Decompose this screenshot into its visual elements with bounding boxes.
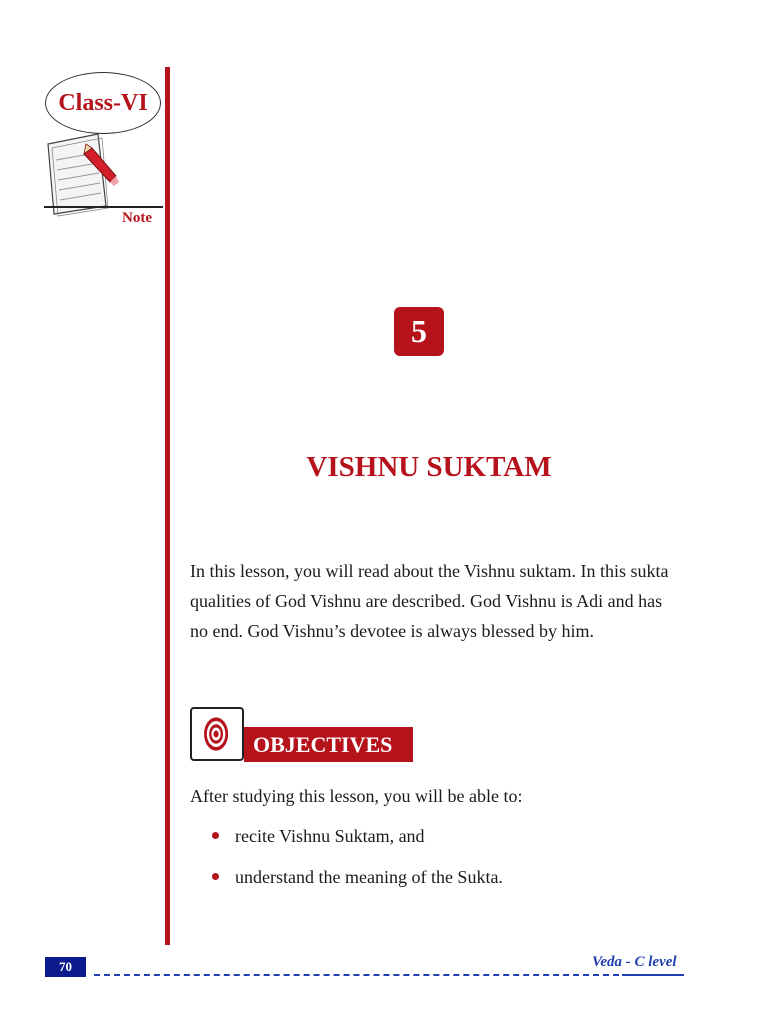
page-number: 70 — [45, 957, 86, 977]
list-item: recite Vishnu Suktam, and — [212, 824, 503, 848]
chapter-number: 5 — [394, 307, 444, 356]
lesson-title: VISHNU SUKTAM — [306, 451, 552, 483]
footer-title: Veda - C level — [592, 954, 677, 970]
objectives-heading-text: OBJECTIVES — [253, 731, 393, 757]
list-item: understand the meaning of the Sukta. — [212, 865, 503, 889]
objectives-heading — [244, 727, 413, 762]
target-icon — [190, 707, 244, 761]
footer-solid-rule — [622, 974, 684, 976]
note-divider — [44, 206, 163, 208]
class-badge — [45, 72, 161, 134]
intro-paragraph: In this lesson, you will read about the Vishnu suktam. In this sukta qualities of God Vishnu are described. God Vishnu is Adi and has no end. God Vishnu’s devotee is always blessed by him. — [190, 561, 669, 641]
objectives-lead: After studying this lesson, you will be able to: — [190, 786, 523, 806]
notepad-pencil-icon — [40, 130, 120, 218]
note-label: Note — [122, 210, 152, 226]
margin-rule — [165, 67, 170, 945]
class-label: Class-VI — [58, 89, 148, 116]
objectives-list — [212, 824, 503, 906]
footer-dashed-rule — [94, 974, 619, 976]
